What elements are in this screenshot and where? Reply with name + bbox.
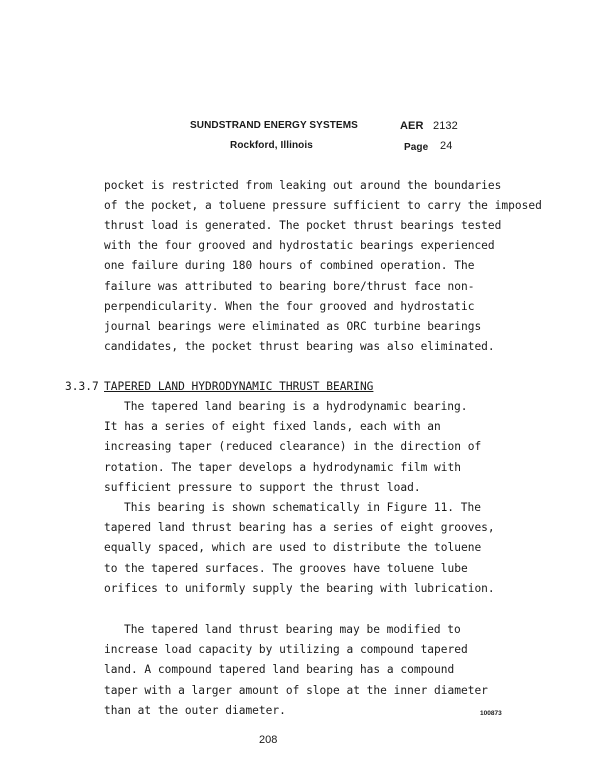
text-line: failure was attributed to bearing bore/thrust face non- [104,280,475,293]
page-label: Page [404,142,429,153]
company-location: Rockford, Illinois [230,140,313,151]
text-line: one failure during 180 hours of combined operation. The [104,259,475,272]
text-line: sufficient pressure to support the thrust load. [104,481,421,494]
text-line: increasing taper (reduced clearance) in the direction of [104,440,482,453]
text-line: The tapered land thrust bearing may be modified to [124,623,461,636]
text-line: thrust load is generated. The pocket thrust bearings tested [104,219,502,232]
report-label: AER [400,120,424,132]
report-number: 2132 [433,120,458,132]
text-line: The tapered land bearing is a hydrodynamic bearing. [124,400,468,413]
company-name: SUNDSTRAND ENERGY SYSTEMS [190,120,358,131]
text-line: journal bearings were eliminated as ORC turbine bearings [104,320,482,333]
text-line: It has a series of eight fixed lands, each with an [104,420,441,433]
document-code: 100873 [480,710,502,717]
page-number-footer: 208 [259,734,278,746]
text-line: to the tapered surfaces. The grooves have toluene lube [104,562,468,575]
text-line: taper with a larger amount of slope at the inner diameter [104,684,488,697]
section-number: 3.3.7 [65,380,99,393]
text-line: rotation. The taper develops a hydrodynamic film with [104,461,461,474]
text-line: This bearing is shown schematically in Figure 11. The [124,501,481,514]
text-line: candidates, the pocket thrust bearing was also eliminated. [104,340,495,353]
text-line: than at the outer diameter. [104,704,286,717]
text-line: of the pocket, a toluene pressure sufficient to carry the imposed [104,199,542,212]
text-line: with the four grooved and hydrostatic bearings experienced [104,239,495,252]
text-line: pocket is restricted from leaking out around the boundaries [104,179,502,192]
text-line: land. A compound tapered land bearing has a compound [104,663,455,676]
page-number-header: 24 [440,140,453,152]
text-line: perpendicularity. When the four grooved and hydrostatic [104,300,475,313]
text-line: tapered land thrust bearing has a series of eight grooves, [104,521,495,534]
text-line: orifices to uniformly supply the bearing with lubrication. [104,582,495,595]
section-title: TAPERED LAND HYDRODYNAMIC THRUST BEARING [104,380,374,393]
text-line: equally spaced, which are used to distribute the toluene [104,541,482,554]
text-line: increase load capacity by utilizing a compound tapered [104,643,468,656]
